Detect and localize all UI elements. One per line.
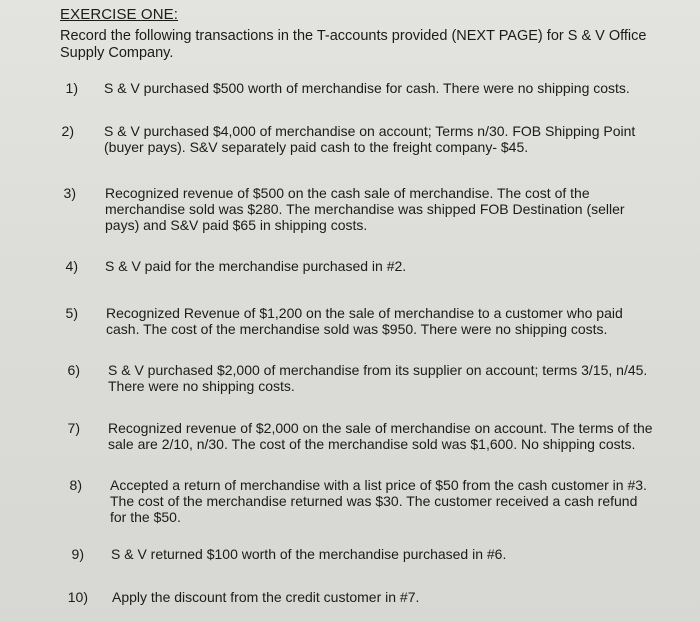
item-text: Accepted a return of merchandise with a list price of $50 from the cash customer in #3. The cost of the merchandise returned was $30. The customer received a cash refund for the $50. <box>110 477 647 525</box>
item-text: Apply the discount from the credit customer in #7. <box>112 589 420 605</box>
item-text: S & V purchased $4,000 of merchandise on account; Terms n/30. FOB Shipping Point (buyer pays). S&V separately paid cash to the freight company- $45. <box>104 123 636 155</box>
item-number: 9) <box>71 546 84 562</box>
item-text: S & V purchased $2,000 of merchandise from its supplier on account; terms 3/15, n/45. There were no shipping costs. <box>108 362 648 394</box>
item-number: 8) <box>69 477 82 493</box>
item-text: Recognized Revenue of $1,200 on the sale of merchandise to a customer who paid cash. The cost of the merchandise sold was $950. There were no shipping costs. <box>106 305 623 337</box>
exercise-title: EXERCISE ONE: <box>60 6 178 23</box>
item-number: 4) <box>65 258 78 274</box>
item-number: 7) <box>67 420 80 436</box>
item-number: 1) <box>65 80 78 96</box>
item-text: S & V returned $100 worth of the merchandise purchased in #6. <box>111 546 507 562</box>
item-number: 3) <box>63 185 76 201</box>
item-text: Recognized revenue of $500 on the cash sale of merchandise. The cost of the merchandise sold was $280. The merchandise was shipped FOB Destination (seller pays) and S&V paid $65 in shipping costs. <box>105 185 625 233</box>
item-text: S & V purchased $500 worth of merchandise for cash. There were no shipping costs. <box>104 80 630 96</box>
item-number: 10) <box>67 589 88 605</box>
item-number: 6) <box>67 362 80 378</box>
item-number: 5) <box>65 305 78 321</box>
item-number: 2) <box>61 123 74 139</box>
item-text: Recognized revenue of $2,000 on the sale of merchandise on account. The terms of the sale are 2/10, n/30. The cost of the merchandise sold was $1,600. No shipping costs. <box>108 420 653 452</box>
exercise-instructions: Record the following transactions in the T-accounts provided (NEXT PAGE) for S & V Office Supply Company. <box>60 28 647 61</box>
item-text: S & V paid for the merchandise purchased in #2. <box>105 258 407 274</box>
